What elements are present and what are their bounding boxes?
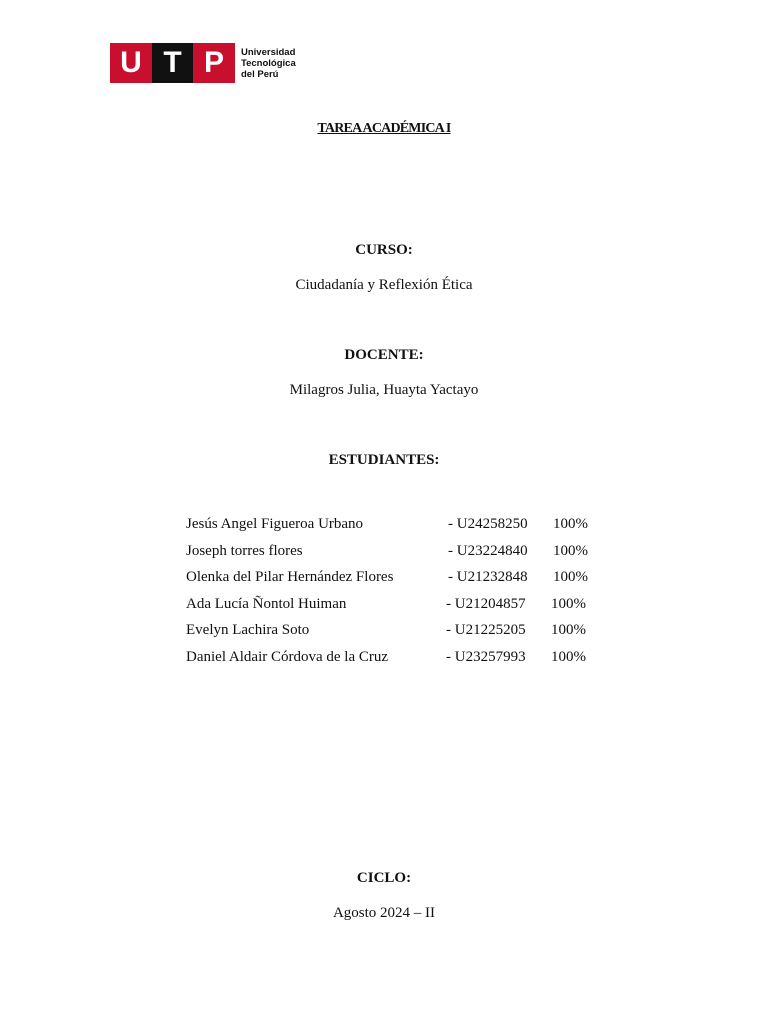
student-code: - U23257993 <box>446 648 526 665</box>
student-participation: 100% <box>551 648 586 665</box>
student-name: Jesús Angel Figueroa Urbano <box>186 516 364 532</box>
student-code: - U23224840 <box>448 542 528 559</box>
student-row <box>186 594 606 621</box>
student-name: Olenka del Pilar Hernández Flores <box>186 569 394 586</box>
student-code: - U21204857 <box>446 595 526 612</box>
course-label: CURSO: <box>355 242 413 258</box>
logo-text-line: Universidad <box>241 46 296 58</box>
logo-letter-p: P <box>193 43 235 83</box>
student-participation: 100% <box>553 542 588 559</box>
student-name: Joseph torres flores <box>186 542 303 559</box>
cycle-value: Agosto 2024 – II <box>332 905 436 921</box>
logo-letter-t: T <box>152 43 193 83</box>
student-participation: 100% <box>551 595 586 612</box>
student-row <box>186 647 606 674</box>
teacher-label: DOCENTE: <box>344 347 424 363</box>
student-name: Daniel Aldair Córdova de la Cruz <box>186 648 389 665</box>
logo-letter-u: U <box>110 43 152 83</box>
logo-text-line: Tecnológica <box>241 57 296 69</box>
teacher-name: Milagros Julia, Huayta Yactayo <box>289 382 479 398</box>
student-code: - U21232848 <box>448 569 528 586</box>
utp-logo-mark <box>110 43 235 83</box>
logo-wordmark <box>241 47 296 80</box>
student-participation: 100% <box>551 622 586 639</box>
student-row <box>186 514 606 541</box>
student-code: - U21225205 <box>446 622 526 639</box>
student-row <box>186 620 606 647</box>
cycle-label: CICLO: <box>356 870 412 886</box>
students-list <box>186 514 606 674</box>
student-participation: 100% <box>553 516 588 532</box>
student-row <box>186 541 606 568</box>
student-name: Evelyn Lachira Soto <box>186 622 310 639</box>
student-participation: 100% <box>553 569 588 586</box>
utp-logo <box>110 43 302 83</box>
student-name: Ada Lucía Ñontol Huiman <box>186 595 347 612</box>
document-title: TAREA ACADÉMICA I <box>317 121 451 136</box>
logo-text-line: del Perú <box>241 68 279 80</box>
student-code: - U24258250 <box>448 516 528 532</box>
student-row <box>186 567 606 594</box>
students-label: ESTUDIANTES: <box>328 452 440 468</box>
course-name: Ciudadanía y Reflexión Ética <box>295 277 473 293</box>
